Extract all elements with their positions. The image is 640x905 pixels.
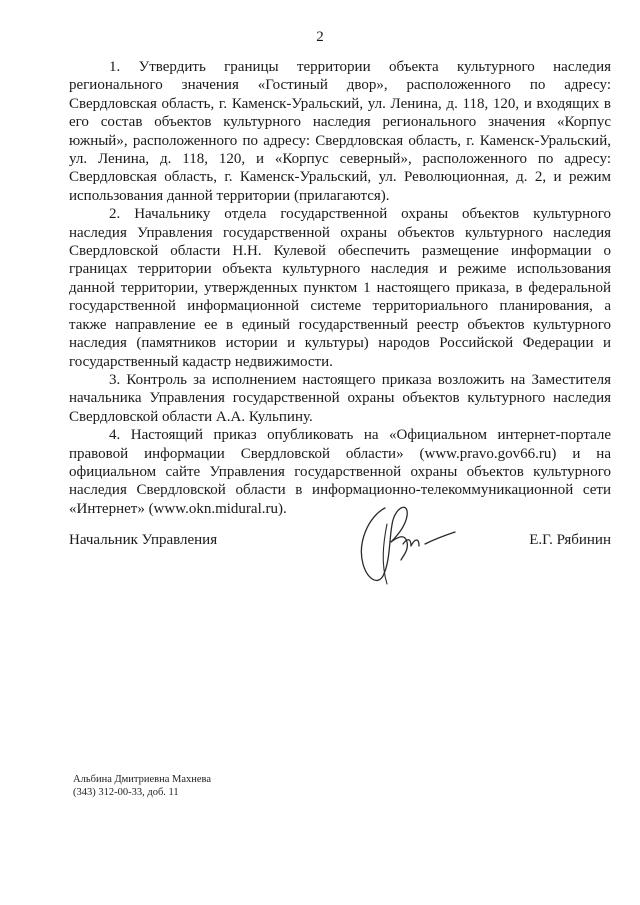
- paragraph-1: 1. Утвердить границы территории объекта культурного наследия регионального значения «Гостиный двор», расположенного по адресу: Свердловская область, г. Каменск-Уральский, ул. Ленина, д. 118, 120, и входящих в его состав объектов культурного наследия регионального значения «Корпус южный», расположенного по адресу: Свердловская область, г. Каменск-Уральский, ул. Ленина, д. 118, 120, и «Корпус северный», расположенного по адресу: Свердловская область, г. Каменск-Уральский, ул. Революционная, д. 2, и режим использования данной территории (прилагаются).: [69, 59, 611, 204]
- executor-info: [73, 773, 211, 799]
- executor-name: Альбина Дмитриевна Махнева: [73, 774, 212, 785]
- page-number: 2: [316, 29, 324, 45]
- paragraph-3: 3. Контроль за исполнением настоящего приказа возложить на Заместителя начальника Управления государственной охраны объектов культурного наследия Свердловской области А.А. Кульпину.: [69, 371, 611, 425]
- paragraph-4: 4. Настоящий приказ опубликовать на «Официальном интернет-портале правовой информации Свердловской области» (www.pravo.gov66.ru) и на официальном сайте Управления государственной охраны объектов культурного наследия Свердловской области в информационно-телекоммуникационной сети «Интернет» (www.okn.midural.ru).: [69, 427, 611, 517]
- executor-phone: (343) 312-00-33, доб. 11: [73, 787, 179, 798]
- signature-block: [69, 532, 611, 552]
- handwritten-signature-icon: [347, 494, 467, 594]
- signatory-name: Е.Г. Рябинин: [529, 532, 611, 548]
- paragraph-2: 2. Начальнику отдела государственной охраны объектов культурного наследия Управления государственной охраны объектов культурного наследия Свердловской области Н.Н. Кулевой обеспечить размещение информации о границах территории объекта культурного наследия и режиме использования данной территории, утвержденных пунктом 1 настоящего приказа, в федеральной государственной информационной системе территориального планирования, а также направление ее в единый государственный реестр объектов культурного наследия (памятников истории и культуры) народов Российской Федерации и государственный кадастр недвижимости.: [69, 206, 611, 370]
- signatory-title: Начальник Управления: [69, 532, 218, 548]
- order-body: [69, 58, 611, 518]
